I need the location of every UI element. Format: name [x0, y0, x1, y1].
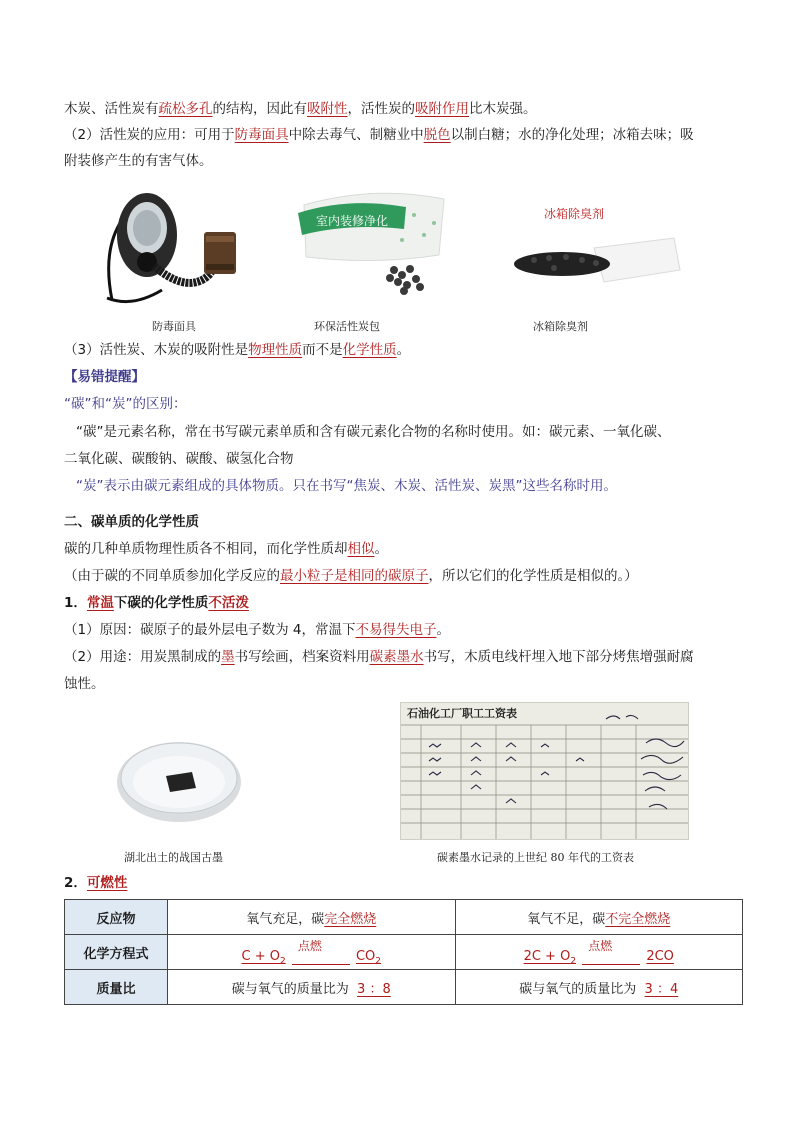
cell-ratio-complete: 碳与氧气的质量比为 3 ：8 — [168, 970, 456, 1005]
row-label-reactant: 反应物 — [65, 900, 168, 935]
paragraph-activated-carbon-uses: （2）活性炭的应用：可用于防毒面具中除去毒气、制糖业中脱色以制白糖；水的净化处理；冰箱去味；吸 — [64, 127, 694, 143]
row-label-equation: 化学方程式 — [65, 935, 168, 970]
section-heading: 二、碳单质的化学性质 — [64, 514, 199, 530]
cell-reactant-incomplete: 氧气不足，碳不完全燃烧 — [455, 900, 743, 935]
subsection-stability: 1．常温下碳的化学性质不活泼 — [64, 595, 249, 611]
subsection-combustibility: 2．可燃性 — [64, 875, 128, 891]
caption-carbon-bag: 环保活性炭包 — [314, 320, 380, 333]
caption-gas-mask: 防毒面具 — [152, 320, 196, 333]
paragraph-stability-reason: （1）原因：碳原子的最外层电子数为 4，常温下不易得失电子。 — [64, 622, 450, 638]
ancient-ink-image — [114, 720, 244, 830]
paragraph-similar-chemistry: 碳的几种单质物理性质各不相同，而化学性质却相似。 — [64, 541, 388, 557]
cell-equation-incomplete — [455, 935, 743, 970]
cell-ratio-incomplete: 碳与氧气的质量比为 3 ：4 — [455, 970, 743, 1005]
tip-line-2: 二氧化碳、碳酸钠、碳酸、碳氢化合物 — [64, 451, 294, 467]
cell-equation-complete — [168, 935, 456, 970]
carbon-bag-image — [294, 185, 454, 300]
salary-record-image — [400, 702, 689, 840]
svg-text:冰箱除臭剂: 冰箱除臭剂 — [544, 207, 605, 221]
svg-text:室内装修净化: 室内装修净化 — [316, 214, 389, 228]
tip-subtitle: “碳”和“炭”的区别： — [64, 396, 187, 412]
caption-salary-record: 碳素墨水记录的上世纪 80 年代的工资表 — [437, 851, 634, 864]
tip-title: 【易错提醒】 — [64, 369, 145, 385]
table-row — [65, 935, 743, 970]
paragraph-stability-use-cont: 蚀性。 — [64, 676, 105, 692]
paragraph-reason-similar: （由于碳的不同单质参加化学反应的最小粒子是相同的碳原子，所以它们的化学性质是相似的。） — [64, 568, 638, 584]
paragraph-stability-use: （2）用途：用炭黑制成的墨书写绘画，档案资料用碳素墨水书写，木质电线杆埋入地下部分烤焦增强耐腐 — [64, 649, 694, 665]
paragraph-porous-structure: 木炭、活性炭有疏松多孔的结构，因此有吸附性，活性炭的吸附作用比木炭强。 — [64, 101, 537, 117]
equation-incomplete: $2C + O_2$ 点燃 2CO — [523, 939, 674, 967]
combustion-table — [64, 899, 743, 1005]
table-row — [65, 900, 743, 935]
paragraph-physical-property: （3）活性炭、木炭的吸附性是物理性质而不是化学性质。 — [64, 342, 411, 358]
cell-reactant-complete: 氧气充足，碳完全燃烧 — [168, 900, 456, 935]
tip-line-1: “碳”是元素名称，常在书写碳元素单质和含有碳元素化合物的名称时使用。如：碳元素、一氧化碳、 — [76, 424, 671, 440]
caption-deodorizer: 冰箱除臭剂 — [533, 320, 588, 333]
equation-complete: $C + O_2$ 点燃 $CO_2$ — [241, 939, 382, 967]
paragraph-activated-carbon-uses-cont: 附装修产生的有害气体。 — [64, 153, 213, 169]
svg-text:石油化工厂职工工资表: 石油化工厂职工工资表 — [407, 707, 517, 720]
gas-mask-image — [92, 180, 252, 310]
caption-ancient-ink: 湖北出土的战国古墨 — [124, 851, 223, 864]
row-label-mass-ratio: 质量比 — [65, 970, 168, 1005]
deodorizer-image — [504, 190, 684, 290]
tip-line-3: “炭”表示由碳元素组成的具体物质。只在书写“焦炭、木炭、活性炭、炭黑”这些名称时用。 — [76, 478, 617, 494]
table-row — [65, 970, 743, 1005]
